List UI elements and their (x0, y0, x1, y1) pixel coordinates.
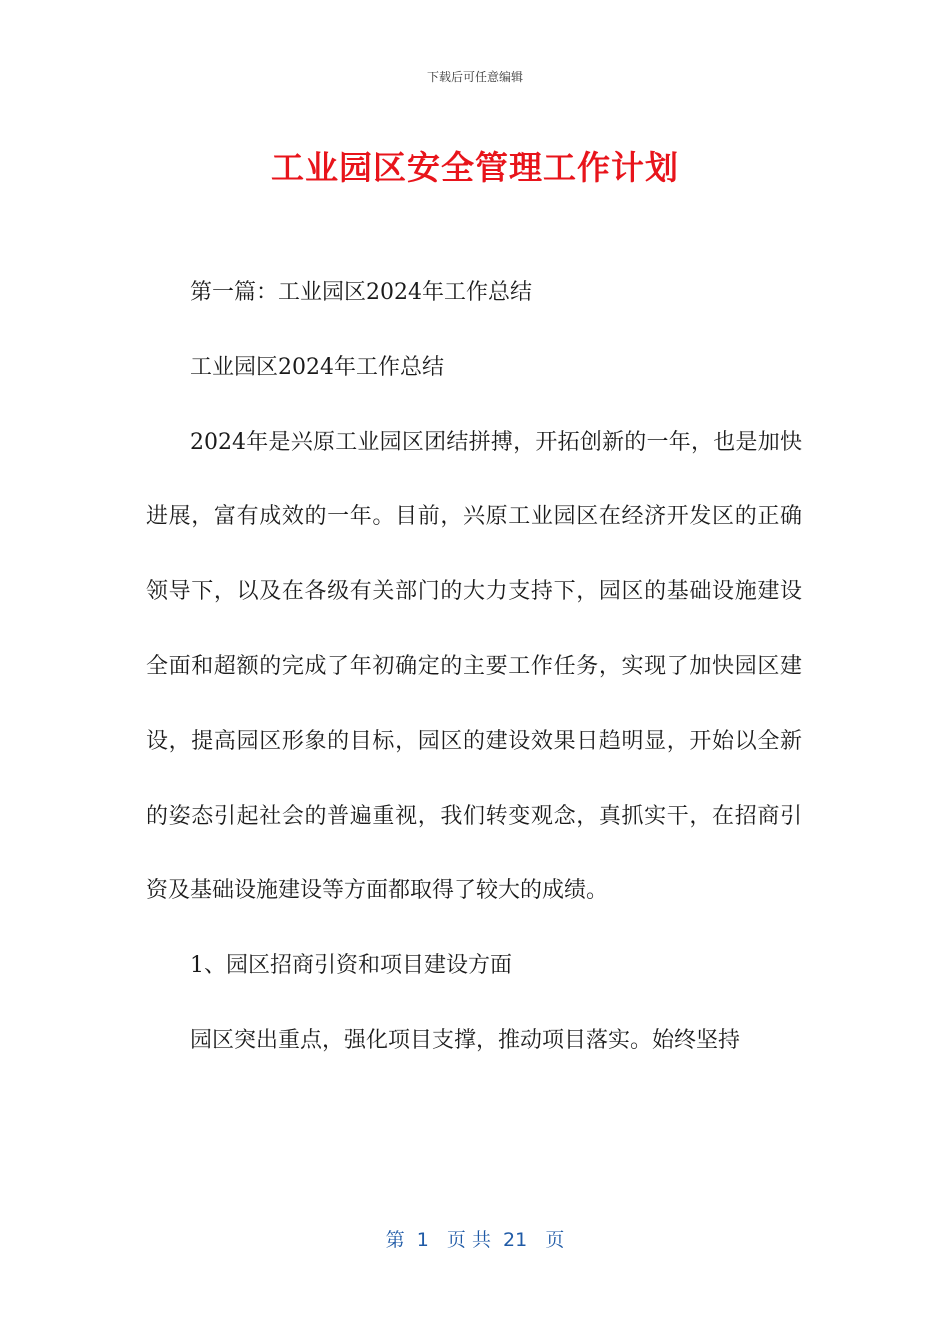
paragraph-section-heading: 第一篇：工业园区2024年工作总结 (190, 280, 532, 305)
paragraph-item-body: 园区突出重点，强化项目支撑，推动项目落实。始终坚持 (190, 1027, 741, 1053)
paragraph-intro: 2024年是兴原工业园区团结拼搏，开拓创新的一年，也是加快进展，富有成效的一年。目前，兴原工业园区在经济开发区的正确领导下，以及在各级有关部门的大力支持下，园区的基础设施建设全面和超额的完成了年初确定的主要工作任务，实现了加快园区建设，提高园区形象的目标，园区的建设效果日趋明显，开始以全新的姿态引起社会的普遍重视，我们转变观念，真抓实干，在招商引资及基础设施建设等方面都取得了较大的成绩。 (146, 429, 802, 904)
document-body (146, 256, 802, 1079)
paragraph-item-heading: 1、园区招商引资和项目建设方面 (190, 953, 512, 979)
header-note: 下载后可任意编辑 (426, 70, 523, 84)
page-number-footer: 第 1 页 共 21 页 (385, 1229, 565, 1251)
paragraph-subtitle: 工业园区2024年工作总结 (190, 354, 444, 380)
document-title: 工业园区安全管理工作计划 (271, 148, 679, 187)
